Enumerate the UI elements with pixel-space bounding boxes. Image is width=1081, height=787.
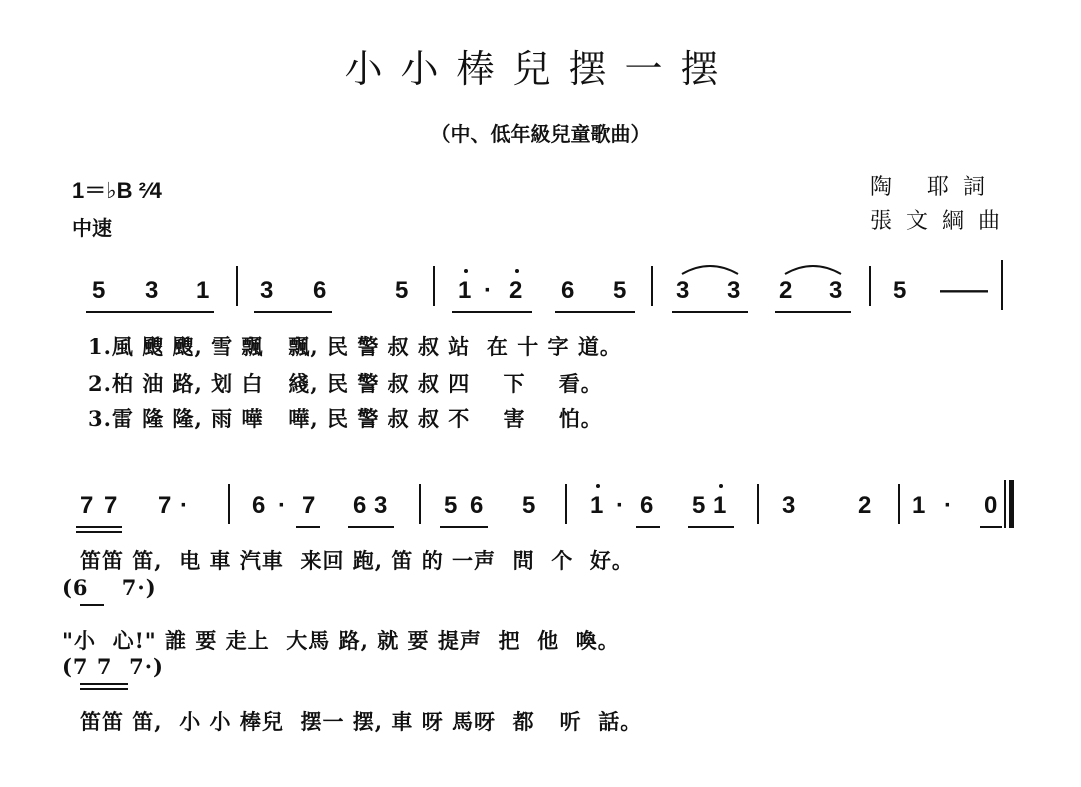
song-subtitle: （中、低年級兒童歌曲） [430,122,651,146]
note: 3 [782,492,796,519]
note: 6 [470,492,484,519]
barline [757,484,759,524]
barline [869,266,871,306]
note: 1 [713,492,727,519]
note: 7 [302,492,316,519]
barline [419,484,421,524]
note-underline [440,526,488,528]
barline [898,484,900,524]
duration-dot: · [484,277,492,304]
lyric-verse-2: 2.柏 油 路, 划 白 綫, 民 警 叔 叔 四 下 看。 [88,371,603,396]
tempo-marking: 中速 [72,216,112,240]
alt-notes-b: (7 7 7·) [62,654,164,679]
note: 6 [353,492,367,519]
song-title: 小小棒兒摆一摆 [344,47,737,91]
final-barline-thick [1009,480,1014,528]
note: 5 [522,492,536,519]
duration-dot: · [944,492,952,519]
note-underline [636,526,660,528]
note: 7 [158,492,172,519]
note: 5 [395,277,409,304]
note-underline [80,604,104,606]
barline [236,266,238,306]
note-underline [80,688,128,690]
tie-slur [680,262,740,276]
note: 6 [561,277,575,304]
note: 7 [104,492,118,519]
note: 2 [779,277,793,304]
note-underline [688,526,734,528]
dash: —— [940,277,988,304]
note: 1 [196,277,210,304]
barline [1001,260,1003,310]
note: 7 [80,492,94,519]
duration-dot: · [278,492,286,519]
lyricist-credit: 陶 耶詞 [870,175,999,200]
note-underline [86,311,214,313]
barline [433,266,435,306]
note: 5 [692,492,706,519]
note: 1 [458,277,472,304]
note-underline [76,531,122,533]
note: 2 [858,492,872,519]
composer-credit: 張文綱曲 [870,209,1015,234]
note: 3 [829,277,843,304]
barline [651,266,653,306]
note: 5 [444,492,458,519]
note-underline [254,311,332,313]
note: 3 [374,492,388,519]
final-barline-thin [1004,480,1006,528]
note: 5 [92,277,106,304]
high-octave-dot [464,269,468,273]
duration-dot: · [616,492,624,519]
lyric-verse-3: 3.雷 隆 隆, 雨 嘩 嘩, 民 警 叔 叔 不 害 怕。 [88,406,603,431]
note-underline [555,311,635,313]
key-signature: 1＝♭B ²⁄4 [72,178,162,203]
alt-notes-a: (6 7·) [62,575,157,600]
note: 5 [613,277,627,304]
note: 1 [590,492,604,519]
note-underline [348,526,394,528]
note: 6 [252,492,266,519]
note-underline [76,526,122,528]
lyric-line-b: "小 心!" 誰 要 走上 大馬 路, 就 要 提声 把 他 喚。 [62,628,620,653]
note: 2 [509,277,523,304]
lyric-line-c: 笛笛 笛, 小 小 棒兒 摆一 摆, 車 呀 馬呀 都 听 話。 [80,709,643,734]
note: 3 [145,277,159,304]
note-underline [296,526,320,528]
note: 3 [260,277,274,304]
note-underline [775,311,851,313]
note-underline [672,311,748,313]
note-underline [452,311,532,313]
high-octave-dot [719,484,723,488]
note: 0 [984,492,998,519]
note: 1 [912,492,926,519]
note: 6 [313,277,327,304]
note: 5 [893,277,907,304]
note: 3 [727,277,741,304]
duration-dot: · [180,492,188,519]
note: 6 [640,492,654,519]
tie-slur [783,262,843,276]
high-octave-dot [515,269,519,273]
lyric-line-a: 笛笛 笛, 电 車 汽車 来回 跑, 笛 的 一声 問 个 好。 [80,548,634,573]
barline [565,484,567,524]
note-underline [980,526,1002,528]
lyric-verse-1: 1.風 颼 颼, 雪 飄 飄, 民 警 叔 叔 站 在 十 字 道。 [88,334,622,359]
barline [228,484,230,524]
note-underline [80,683,128,685]
note: 3 [676,277,690,304]
high-octave-dot [596,484,600,488]
